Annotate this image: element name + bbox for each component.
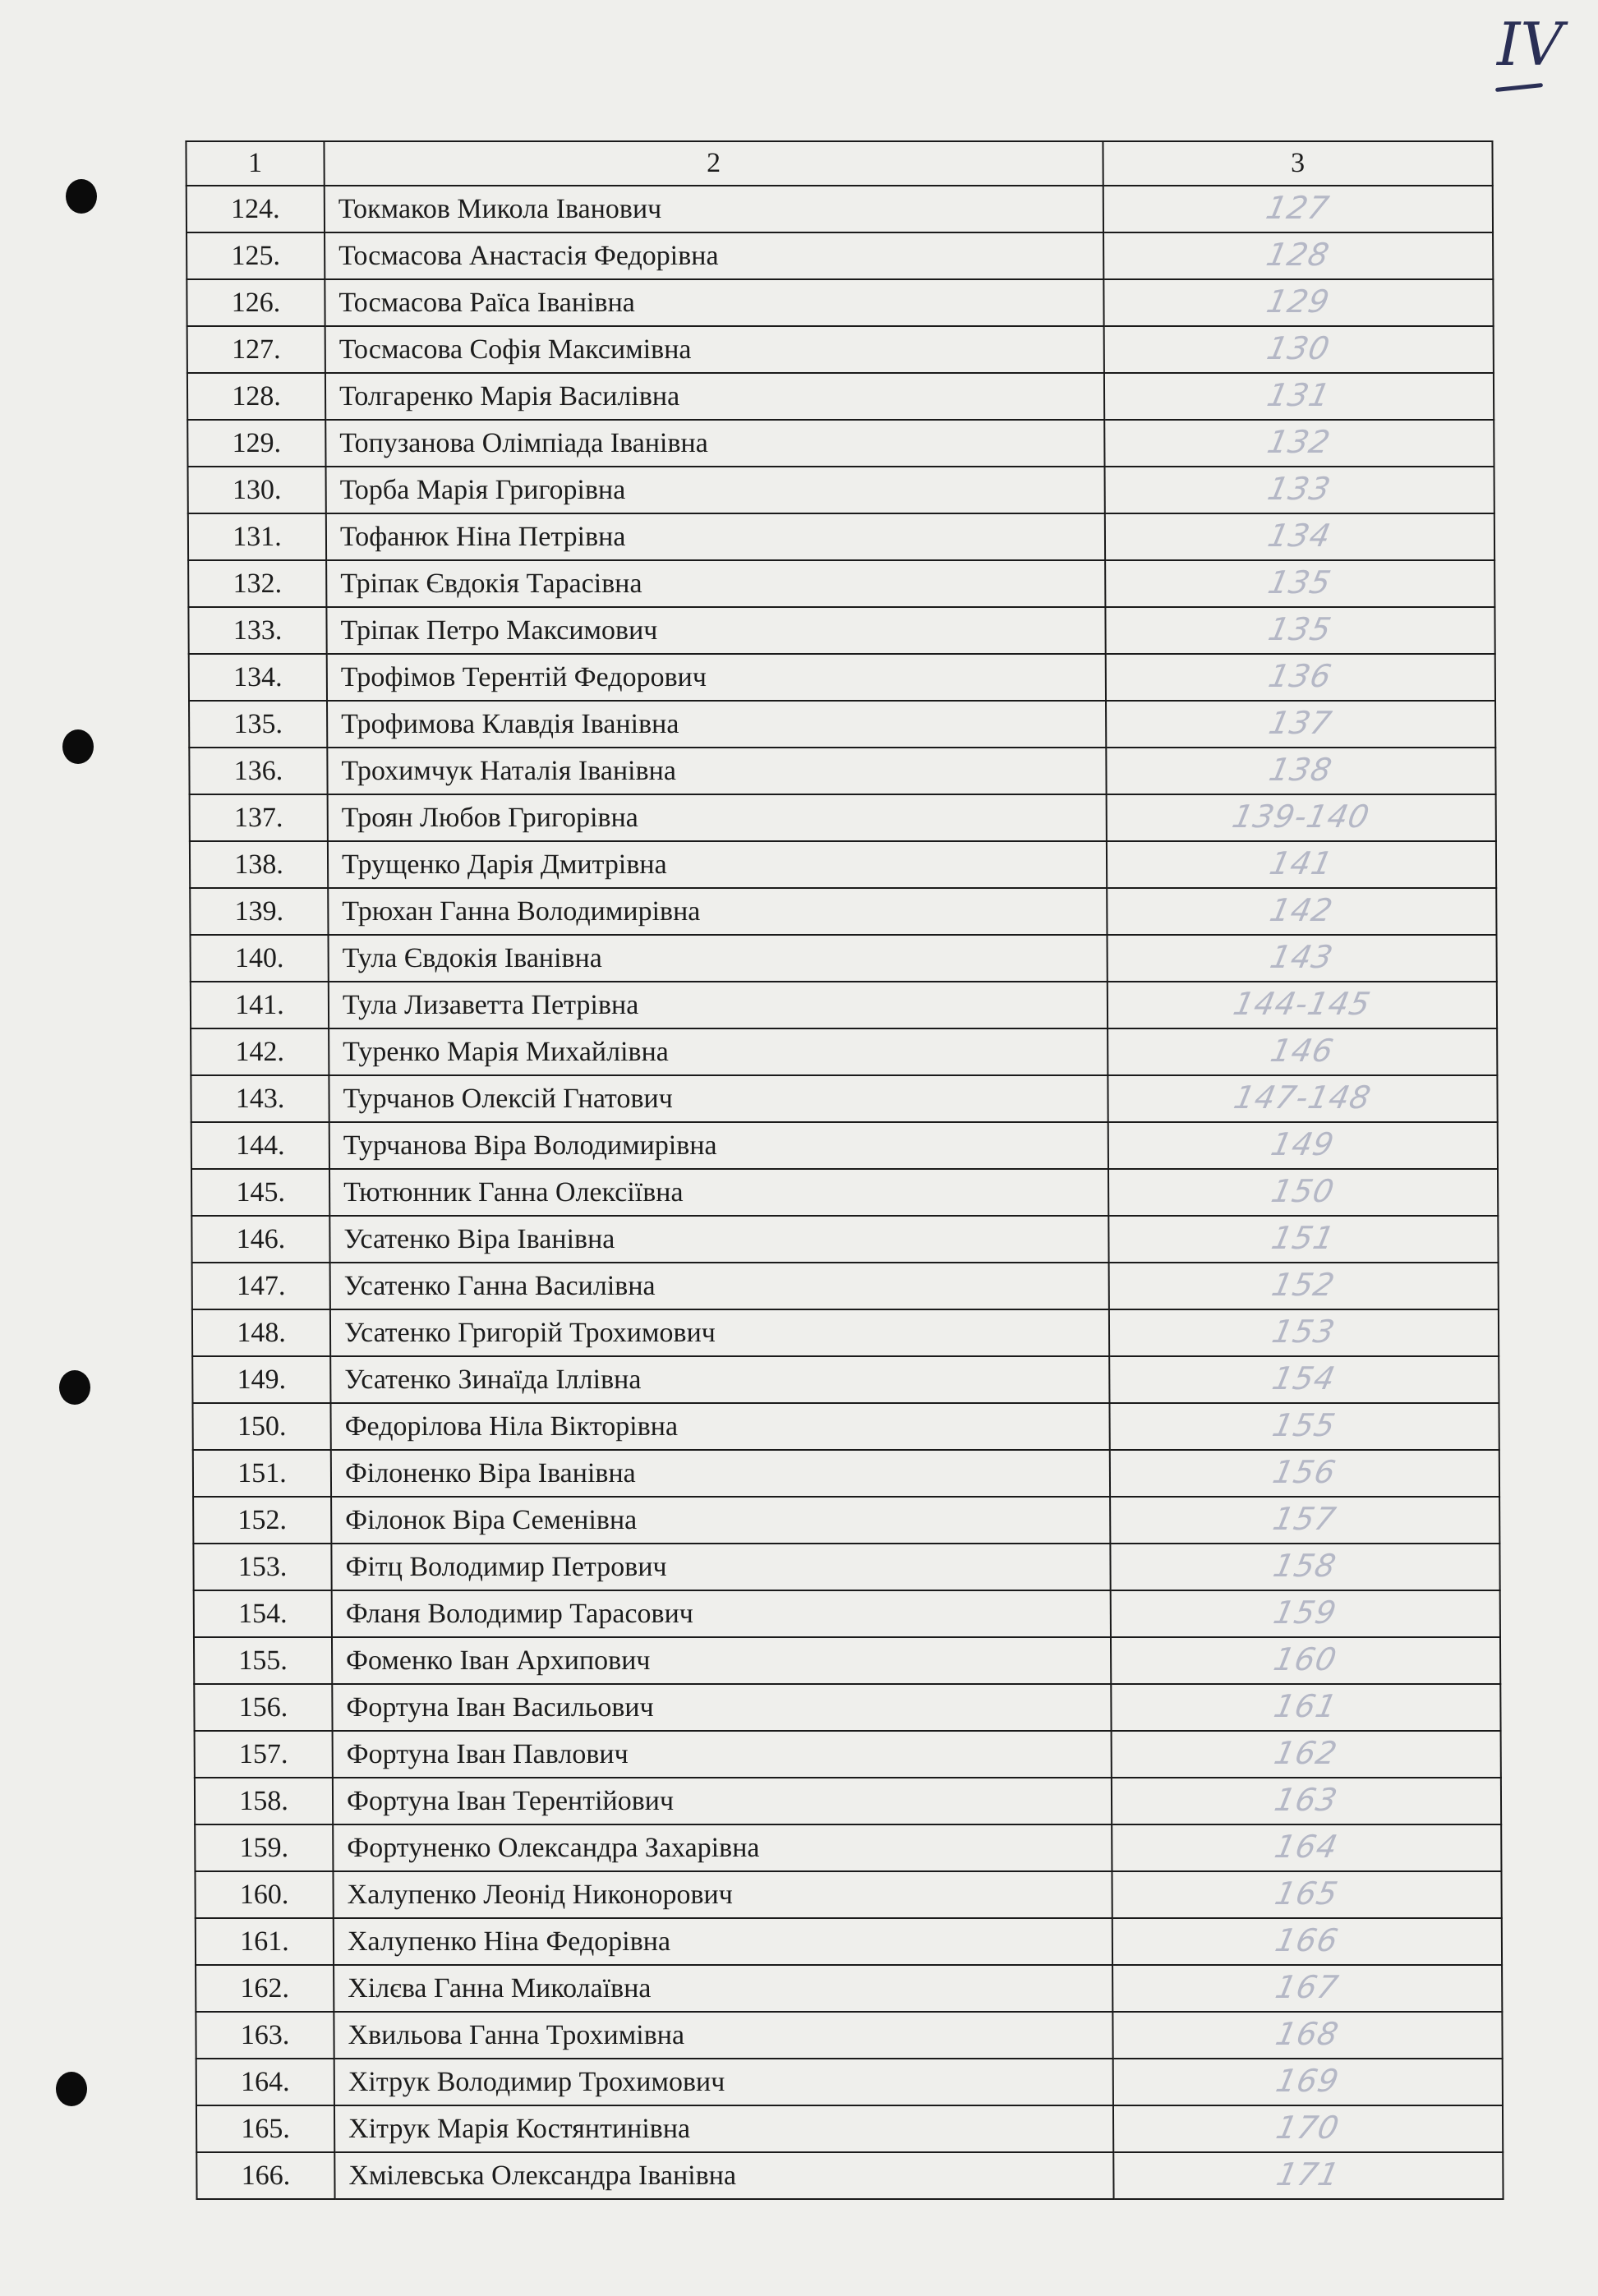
row-number: 147. <box>192 1263 330 1309</box>
handwritten-page-reference: 153 <box>1269 1314 1339 1350</box>
page-reference-cell <box>1108 1216 1498 1263</box>
person-name: Філоненко Віра Іванівна <box>331 1450 1110 1497</box>
page-reference-cell <box>1113 2152 1503 2199</box>
handwritten-page-reference: 157 <box>1269 1501 1340 1537</box>
table-row <box>188 513 1494 560</box>
page-reference-cell <box>1112 1778 1501 1824</box>
row-number: 146. <box>191 1216 329 1263</box>
row-number: 144. <box>191 1122 329 1169</box>
person-name: Тула Євдокія Іванівна <box>328 935 1107 982</box>
row-number: 141. <box>191 982 329 1028</box>
handwritten-page-reference: 158 <box>1270 1548 1340 1584</box>
row-number: 148. <box>192 1309 330 1356</box>
row-number: 161. <box>196 1918 334 1965</box>
row-number: 149. <box>192 1356 330 1403</box>
page-reference-cell <box>1107 888 1496 935</box>
table-row <box>189 654 1495 701</box>
page-reference-cell <box>1103 232 1493 279</box>
page-reference-cell <box>1110 1497 1499 1544</box>
page-reference-cell <box>1107 935 1496 982</box>
row-number: 164. <box>196 2059 334 2105</box>
table-row <box>196 2152 1503 2199</box>
handwritten-page-reference: 154 <box>1269 1360 1339 1396</box>
page-reference-cell <box>1104 420 1494 467</box>
page-reference-cell <box>1113 2105 1503 2152</box>
person-name: Філонок Віра Семенівна <box>331 1497 1110 1544</box>
handwritten-page-reference: 141 <box>1266 845 1337 881</box>
page-reference-cell <box>1104 373 1494 420</box>
handwritten-page-reference: 143 <box>1267 939 1337 975</box>
person-name: Усатенко Ганна Василівна <box>330 1263 1109 1309</box>
row-number: 160. <box>195 1871 333 1918</box>
table-row <box>196 1965 1502 2012</box>
handwritten-page-reference: 132 <box>1264 424 1334 460</box>
table-row <box>189 701 1495 748</box>
punch-hole-2 <box>62 729 94 764</box>
table-row <box>188 467 1494 513</box>
table-row <box>190 888 1496 935</box>
page-reference-cell <box>1105 560 1494 607</box>
page-reference-cell <box>1109 1263 1499 1309</box>
row-number: 150. <box>192 1403 330 1450</box>
person-name: Толгаренко Марія Василівна <box>325 373 1104 420</box>
person-name: Тютюнник Ганна Олексіївна <box>329 1169 1108 1216</box>
handwritten-page-reference: 131 <box>1264 377 1334 413</box>
table-row <box>194 1684 1500 1731</box>
person-name: Фортуна Іван Васильович <box>332 1684 1111 1731</box>
table-header-row <box>186 141 1492 186</box>
person-name: Торба Марія Григорівна <box>326 467 1105 513</box>
table-row <box>187 326 1494 373</box>
page-reference-cell <box>1109 1403 1499 1450</box>
page-reference-cell <box>1111 1590 1500 1637</box>
handwritten-page-reference: 156 <box>1269 1454 1340 1490</box>
person-name: Усатенко Григорій Трохимович <box>330 1309 1109 1356</box>
handwritten-page-reference: 160 <box>1270 1641 1341 1677</box>
row-number: 137. <box>190 794 328 841</box>
page-reference-cell <box>1112 1731 1501 1778</box>
page-reference-cell <box>1108 1075 1497 1122</box>
person-name: Тосмасова Анастасія Федорівна <box>325 232 1103 279</box>
header-col-3: 3 <box>1103 141 1492 186</box>
person-name: Хмілевська Олександра Іванівна <box>334 2152 1113 2199</box>
page-reference-cell <box>1105 467 1494 513</box>
table-row <box>187 279 1493 326</box>
punch-hole-4 <box>56 2072 87 2106</box>
person-name: Турчанова Віра Володимирівна <box>329 1122 1108 1169</box>
row-number: 139. <box>190 888 328 935</box>
table-row <box>190 794 1496 841</box>
row-number: 153. <box>193 1544 331 1590</box>
row-number: 143. <box>191 1075 329 1122</box>
page-reference-cell <box>1109 1309 1499 1356</box>
row-number: 124. <box>187 186 325 232</box>
row-number: 128. <box>187 373 325 420</box>
person-name: Трофимова Клавдія Іванівна <box>327 701 1106 748</box>
person-name: Хітрук Володимир Трохимович <box>334 2059 1113 2105</box>
table-row <box>192 1263 1499 1309</box>
register-table <box>185 140 1504 2200</box>
person-name: Фоменко Іван Архипович <box>332 1637 1111 1684</box>
handwritten-page-reference: 168 <box>1273 2016 1342 2052</box>
table-row <box>195 1824 1501 1871</box>
table-row <box>194 1637 1500 1684</box>
handwritten-page-reference: 159 <box>1270 1594 1341 1631</box>
table-row <box>193 1544 1499 1590</box>
handwritten-page-reference: 162 <box>1271 1735 1342 1771</box>
page-reference-cell <box>1109 1356 1499 1403</box>
row-number: 154. <box>194 1590 332 1637</box>
row-number: 136. <box>189 748 327 794</box>
table-row <box>192 1356 1499 1403</box>
page-reference-cell <box>1108 1169 1498 1216</box>
person-name: Фортуна Іван Павлович <box>333 1731 1112 1778</box>
handwritten-page-reference: 142 <box>1267 892 1337 928</box>
table-row <box>187 373 1494 420</box>
table-row <box>191 982 1497 1028</box>
table-row <box>193 1450 1499 1497</box>
handwritten-page-reference: 135 <box>1264 564 1335 600</box>
handwritten-page-reference: 146 <box>1267 1033 1338 1069</box>
table-row <box>195 1778 1501 1824</box>
handwritten-page-reference: 129 <box>1264 283 1333 320</box>
handwritten-page-reference: 144-145 <box>1230 986 1375 1022</box>
page-number: IV <box>1497 10 1563 79</box>
row-number: 151. <box>193 1450 331 1497</box>
row-number: 163. <box>196 2012 334 2059</box>
table-row <box>196 2059 1503 2105</box>
row-number: 130. <box>188 467 326 513</box>
table-row <box>187 232 1493 279</box>
handwritten-page-reference: 139-140 <box>1229 798 1374 835</box>
punch-hole-3 <box>59 1370 90 1405</box>
page-reference-cell <box>1110 1544 1499 1590</box>
table-row <box>188 560 1494 607</box>
handwritten-page-reference: 128 <box>1263 237 1333 273</box>
row-number: 131. <box>188 513 326 560</box>
handwritten-page-reference: 150 <box>1268 1173 1338 1209</box>
row-number: 129. <box>187 420 325 467</box>
table-row <box>193 1497 1499 1544</box>
punch-hole-1 <box>66 179 97 214</box>
table-row <box>189 748 1495 794</box>
handwritten-page-reference: 164 <box>1271 1829 1342 1865</box>
handwritten-page-reference: 135 <box>1265 611 1335 647</box>
row-number: 132. <box>188 560 326 607</box>
person-name: Трохимчук Наталія Іванівна <box>327 748 1106 794</box>
table-row <box>190 841 1496 888</box>
person-name: Халупенко Ніна Федорівна <box>334 1918 1112 1965</box>
table-row <box>196 2012 1502 2059</box>
page-reference-cell <box>1112 1871 1501 1918</box>
table-row <box>187 186 1493 232</box>
person-name: Тосмасова Раїса Іванівна <box>325 279 1103 326</box>
row-number: 145. <box>191 1169 329 1216</box>
page-reference-cell <box>1108 1122 1498 1169</box>
page-reference-cell <box>1112 1918 1502 1965</box>
person-name: Хітрук Марія Костянтинівна <box>334 2105 1113 2152</box>
row-number: 134. <box>189 654 327 701</box>
row-number: 152. <box>193 1497 331 1544</box>
page-reference-cell <box>1112 2012 1502 2059</box>
table-row <box>195 1871 1501 1918</box>
person-name: Тосмасова Софія Максимівна <box>325 326 1104 373</box>
header-col-1: 1 <box>186 141 324 186</box>
handwritten-page-reference: 151 <box>1269 1220 1338 1256</box>
handwritten-page-reference: 167 <box>1272 1969 1342 2005</box>
handwritten-page-reference: 163 <box>1271 1782 1342 1818</box>
handwritten-page-reference: 170 <box>1273 2110 1343 2146</box>
person-name: Федорілова Ніла Вікторівна <box>330 1403 1109 1450</box>
handwritten-page-reference: 138 <box>1266 752 1336 788</box>
row-number: 133. <box>188 607 326 654</box>
person-name: Трофімов Терентій Федорович <box>327 654 1106 701</box>
page-reference-cell <box>1106 654 1495 701</box>
table-row <box>192 1309 1499 1356</box>
handwritten-page-reference: 147-148 <box>1231 1079 1375 1116</box>
row-number: 135. <box>189 701 327 748</box>
table-row <box>195 1731 1501 1778</box>
person-name: Трущенко Дарія Дмитрівна <box>328 841 1107 888</box>
handwritten-page-reference: 149 <box>1268 1126 1338 1162</box>
table-row <box>191 1075 1497 1122</box>
row-number: 162. <box>196 1965 334 2012</box>
handwritten-page-reference: 130 <box>1264 330 1334 366</box>
handwritten-page-reference: 155 <box>1269 1407 1339 1443</box>
page-reference-cell <box>1107 794 1496 841</box>
table-row <box>191 1169 1498 1216</box>
person-name: Турчанов Олексій Гнатович <box>329 1075 1108 1122</box>
person-name: Топузанова Олімпіада Іванівна <box>325 420 1104 467</box>
person-name: Тофанюк Ніна Петрівна <box>326 513 1105 560</box>
row-number: 157. <box>195 1731 333 1778</box>
handwritten-page-reference: 127 <box>1263 190 1333 226</box>
table-row <box>194 1590 1500 1637</box>
page-reference-cell <box>1113 2059 1503 2105</box>
row-number: 140. <box>190 935 328 982</box>
page-reference-cell <box>1106 701 1495 748</box>
handwritten-page-reference: 171 <box>1273 2156 1343 2192</box>
person-name: Токмаков Микола Іванович <box>325 186 1103 232</box>
person-name: Фортуненко Олександра Захарівна <box>333 1824 1112 1871</box>
table-row <box>196 2105 1503 2152</box>
page-reference-cell <box>1107 841 1496 888</box>
page-reference-cell <box>1112 1965 1502 2012</box>
row-number: 142. <box>191 1028 329 1075</box>
table-row <box>191 1028 1497 1075</box>
handwritten-page-reference: 136 <box>1265 658 1336 694</box>
person-name: Усатенко Зинаїда Іллівна <box>330 1356 1109 1403</box>
handwritten-page-reference: 165 <box>1272 1875 1342 1912</box>
page-reference-cell <box>1110 1450 1499 1497</box>
handwritten-page-reference: 161 <box>1271 1688 1341 1724</box>
person-name: Фланя Володимир Тарасович <box>332 1590 1111 1637</box>
person-name: Хвильова Ганна Трохимівна <box>334 2012 1112 2059</box>
page-reference-cell <box>1105 607 1494 654</box>
person-name: Тріпак Петро Максимович <box>326 607 1105 654</box>
person-name: Троян Любов Григорівна <box>328 794 1107 841</box>
person-name: Халупенко Леонід Никонорович <box>333 1871 1112 1918</box>
table-row <box>191 1216 1498 1263</box>
row-number: 127. <box>187 326 325 373</box>
handwritten-page-reference: 166 <box>1272 1922 1342 1958</box>
person-name: Тріпак Євдокія Тарасівна <box>326 560 1105 607</box>
person-name: Фортуна Іван Терентійович <box>333 1778 1112 1824</box>
row-number: 159. <box>195 1824 333 1871</box>
row-number: 156. <box>194 1684 332 1731</box>
person-name: Фітц Володимир Петрович <box>331 1544 1110 1590</box>
row-number: 166. <box>196 2152 334 2199</box>
person-name: Тула Лизаветта Петрівна <box>329 982 1108 1028</box>
handwritten-page-reference: 134 <box>1264 518 1335 554</box>
person-name: Туренко Марія Михайлівна <box>329 1028 1108 1075</box>
page-reference-cell <box>1108 1028 1497 1075</box>
page-reference-cell <box>1104 326 1494 373</box>
header-col-2: 2 <box>324 141 1103 186</box>
table-row <box>192 1403 1499 1450</box>
row-number: 138. <box>190 841 328 888</box>
page-reference-cell <box>1108 982 1497 1028</box>
row-number: 155. <box>194 1637 332 1684</box>
row-number: 165. <box>196 2105 334 2152</box>
page-reference-cell <box>1106 748 1495 794</box>
person-name: Хілєва Ганна Миколаївна <box>334 1965 1112 2012</box>
row-number: 125. <box>187 232 325 279</box>
page-reference-cell <box>1105 513 1494 560</box>
table-row <box>188 607 1494 654</box>
page-reference-cell <box>1111 1637 1500 1684</box>
table-row <box>196 1918 1502 1965</box>
table-row <box>190 935 1496 982</box>
handwritten-page-reference: 137 <box>1265 705 1336 741</box>
page-number-underline <box>1495 83 1543 92</box>
handwritten-page-reference: 169 <box>1273 2063 1343 2099</box>
table-row <box>191 1122 1498 1169</box>
person-name: Трюхан Ганна Володимирівна <box>328 888 1107 935</box>
page-reference-cell <box>1103 279 1493 326</box>
table-row <box>187 420 1494 467</box>
row-number: 158. <box>195 1778 333 1824</box>
handwritten-page-reference: 133 <box>1264 471 1334 507</box>
page-reference-cell <box>1103 186 1493 232</box>
page-reference-cell <box>1111 1684 1500 1731</box>
row-number: 126. <box>187 279 325 326</box>
handwritten-page-reference: 152 <box>1269 1267 1339 1303</box>
person-name: Усатенко Віра Іванівна <box>329 1216 1108 1263</box>
page-reference-cell <box>1112 1824 1501 1871</box>
